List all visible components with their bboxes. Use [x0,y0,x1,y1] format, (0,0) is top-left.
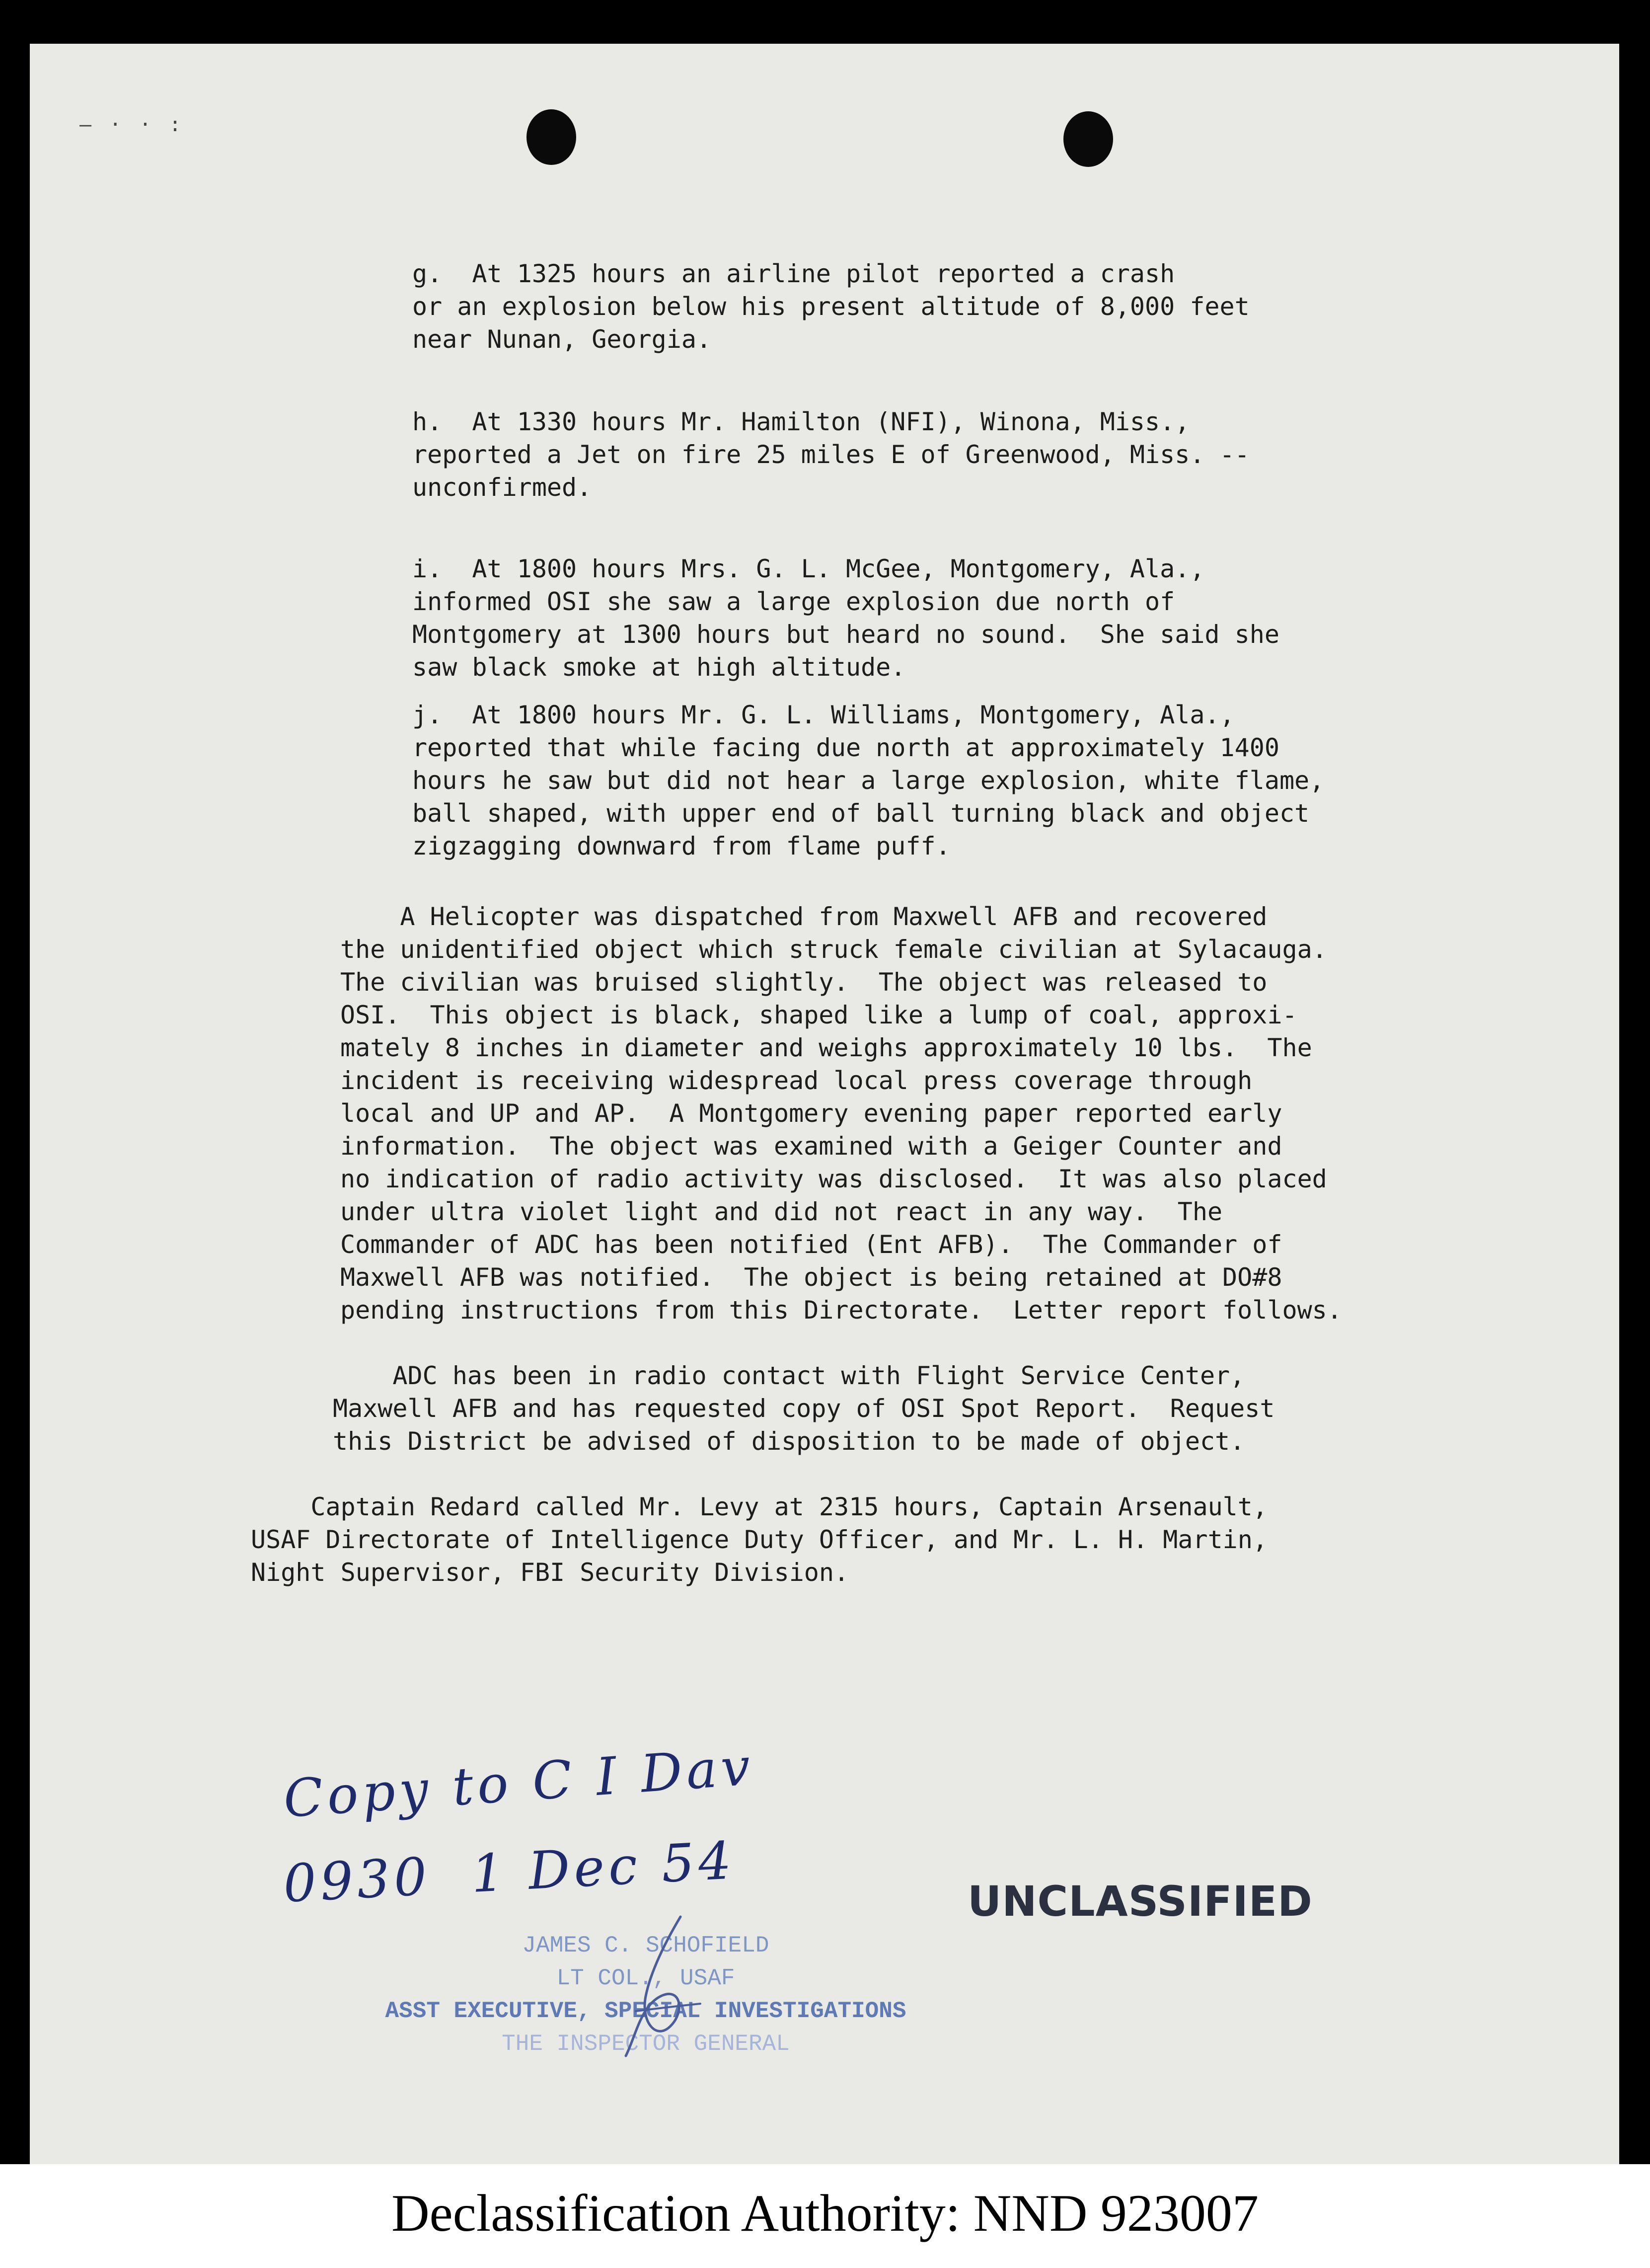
declassification-authority: Declassification Authority: NND 923007 [391,2184,1259,2242]
margin-mark: – · · : [79,113,184,136]
handwritten-note-line-1: Copy to C I Dav [281,1736,756,1829]
signature-title: ASST EXECUTIVE, SPECIAL INVESTIGATIONS [385,1998,906,2024]
declassification-footer [0,2164,1650,2268]
punch-hole-left [526,109,576,165]
paragraph-adc-contact: ADC has been in radio contact with Flight Service Center, Maxwell AFB and has requested copy of OSI Spot Report. Request this District be advised of disposition to be made of object. [333,1361,1275,1456]
paragraph-captain-call: Captain Redard called Mr. Levy at 2315 hours, Captain Arsenault, USAF Directorate of Intelligence Duty Officer, and Mr. L. H. Martin, Night Supervisor, FBI Security Division. [251,1492,1268,1587]
punch-hole-right [1063,111,1113,167]
paragraph-helicopter-recovery: A Helicopter was dispatched from Maxwell AFB and recovered the unidentified object which struck female civilian at Sylacauga. The civilian was bruised slightly. The object was released to OSI. This object is black, shaped like a lump of coal, approxi- mately 8 inches in diameter and weighs approximately 10 lbs. The incident is receiving widespread local press coverage through local and UP and AP. A Montgomery evening paper reported early information. The object was examined with a Geiger Counter and no indication of radio activity was disclosed. It was also placed under ultra violet light and did not react in any way. The Commander of ADC has been notified (Ent AFB). The Commander of Maxwell AFB was notified. The object is being retained at DO#8 pending instructions from this Directorate. Letter report follows. [340,902,1342,1325]
report-item-j: j. At 1800 hours Mr. G. L. Williams, Montgomery, Ala., reported that while facing due north at approximately 1400 hours he saw but did not hear a large explosion, white flame, ball shaped, with upper end of ball turning black and object zigzagging downward from flame puff. [412,701,1325,860]
document-page [30,44,1619,2164]
report-item-g: g. At 1325 hours an airline pilot reported a crash or an explosion below his present altitude of 8,000 feet near Nunan, Georgia. [412,259,1250,354]
unclassified-stamp: UNCLASSIFIED [968,1877,1313,1926]
report-item-i: i. At 1800 hours Mrs. G. L. McGee, Montgomery, Ala., informed OSI she saw a large explosion due north of Montgomery at 1300 hours but heard no sound. She said she saw black smoke at high altitude. [412,554,1279,682]
signature-name: JAMES C. SCHOFIELD [522,1933,769,1958]
signature-rank: LT COL., USAF [556,1965,735,1991]
handwritten-note-line-2: 0930 1 Dec 54 [282,1830,737,1914]
report-item-h: h. At 1330 hours Mr. Hamilton (NFI), Winona, Miss., reported a Jet on fire 25 miles E of Greenwood, Miss. -- unconfirmed. [412,407,1250,502]
signature-office: THE INSPECTOR GENERAL [502,2031,790,2057]
signature-scrawl-icon [606,1912,715,2061]
